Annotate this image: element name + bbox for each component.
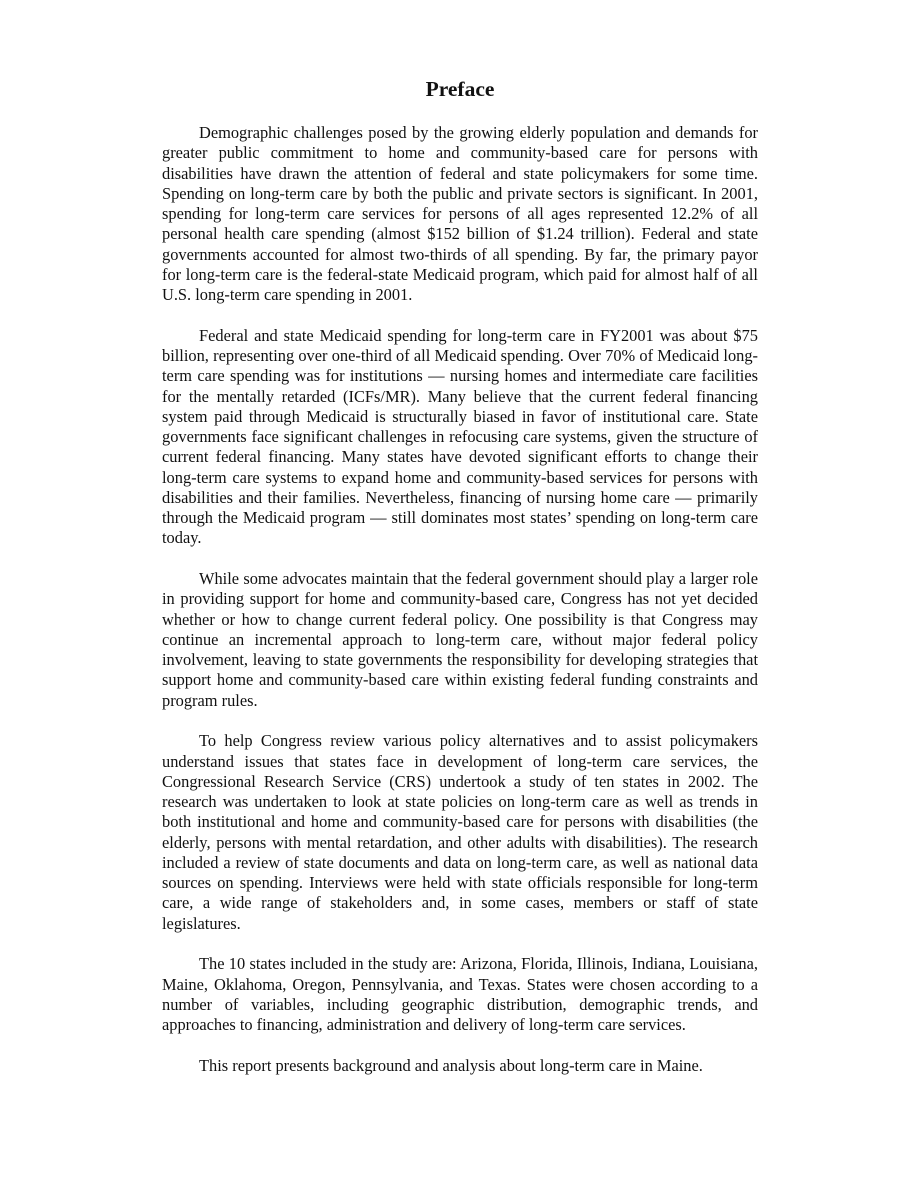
paragraph-medicaid-spending: Federal and state Medicaid spending for long-term care in FY2001 was about $75 billion, representing over one-third of all Medicaid spending. Over 70% of Medicaid long-term care spending was for institutions — nursing homes and intermediate care facilities for the mentally retarded (ICFs/MR). Many believe that the current federal financing system paid through Medicaid is structurally biased in favor of institutional care. State governments face significant challenges in refocusing care systems, given the structure of current federal financing. Many states have devoted significant efforts to change their long-term care systems to expand home and community-based services for persons with disabilities and their families. Nevertheless, financing of nursing home care — primarily through the Medicaid program — still dominates most states’ spending on long-term care today.: [162, 325, 758, 548]
page-title: Preface: [425, 77, 495, 101]
paragraph-federal-role: While some advocates maintain that the federal government should play a larger role in providing support for home and community-based care, Congress has not yet decided whether or how to change current federal policy. One possibility is that Congress may continue an incremental approach to long-term care, without major federal policy involvement, leaving to state governments the responsibility for developing strategies that support home and community-based care within existing federal funding constraints and program rules.: [162, 569, 758, 710]
paragraph-demographic-challenges: Demographic challenges posed by the growing elderly population and demands for greater public commitment to home and community-based care for persons with disabilities have drawn the attention of federal and state policymakers for some time. Spending on long-term care by both the public and private sectors is significant. In 2001, spending for long-term care services for persons of all ages represented 12.2% of all personal health care spending (almost $152 billion of $1.24 trillion). Federal and state governments accounted for almost two-thirds of all spending. By far, the primary payor for long-term care is the federal-state Medicaid program, which paid for almost half of all U.S. long-term care spending in 2001.: [162, 123, 758, 304]
paragraph-report-scope: This report presents background and analysis about long-term care in Maine.: [199, 1055, 703, 1075]
paragraph-crs-study: To help Congress review various policy alternatives and to assist policymakers understand issues that states face in development of long-term care services, the Congressional Research Service (CRS) undertook a study of ten states in 2002. The research was undertaken to look at state policies on long-term care as well as trends in both institutional and home and community-based care for persons with disabilities (the elderly, persons with mental retardation, and other adults with disabilities). The research included a review of state documents and data on long-term care, as well as national data sources on spending. Interviews were held with state officials responsible for long-term care, a wide range of stakeholders and, in some cases, members or staff of state legislatures.: [162, 731, 758, 933]
paragraph-study-states: The 10 states included in the study are: Arizona, Florida, Illinois, Indiana, Louisiana, Maine, Oklahoma, Oregon, Pennsylvania, and Texas. States were chosen according to a number of variables, including geographic distribution, demographic trends, and approaches to financing, administration and delivery of long-term care services.: [162, 954, 758, 1034]
document-page: [162, 74, 758, 1076]
